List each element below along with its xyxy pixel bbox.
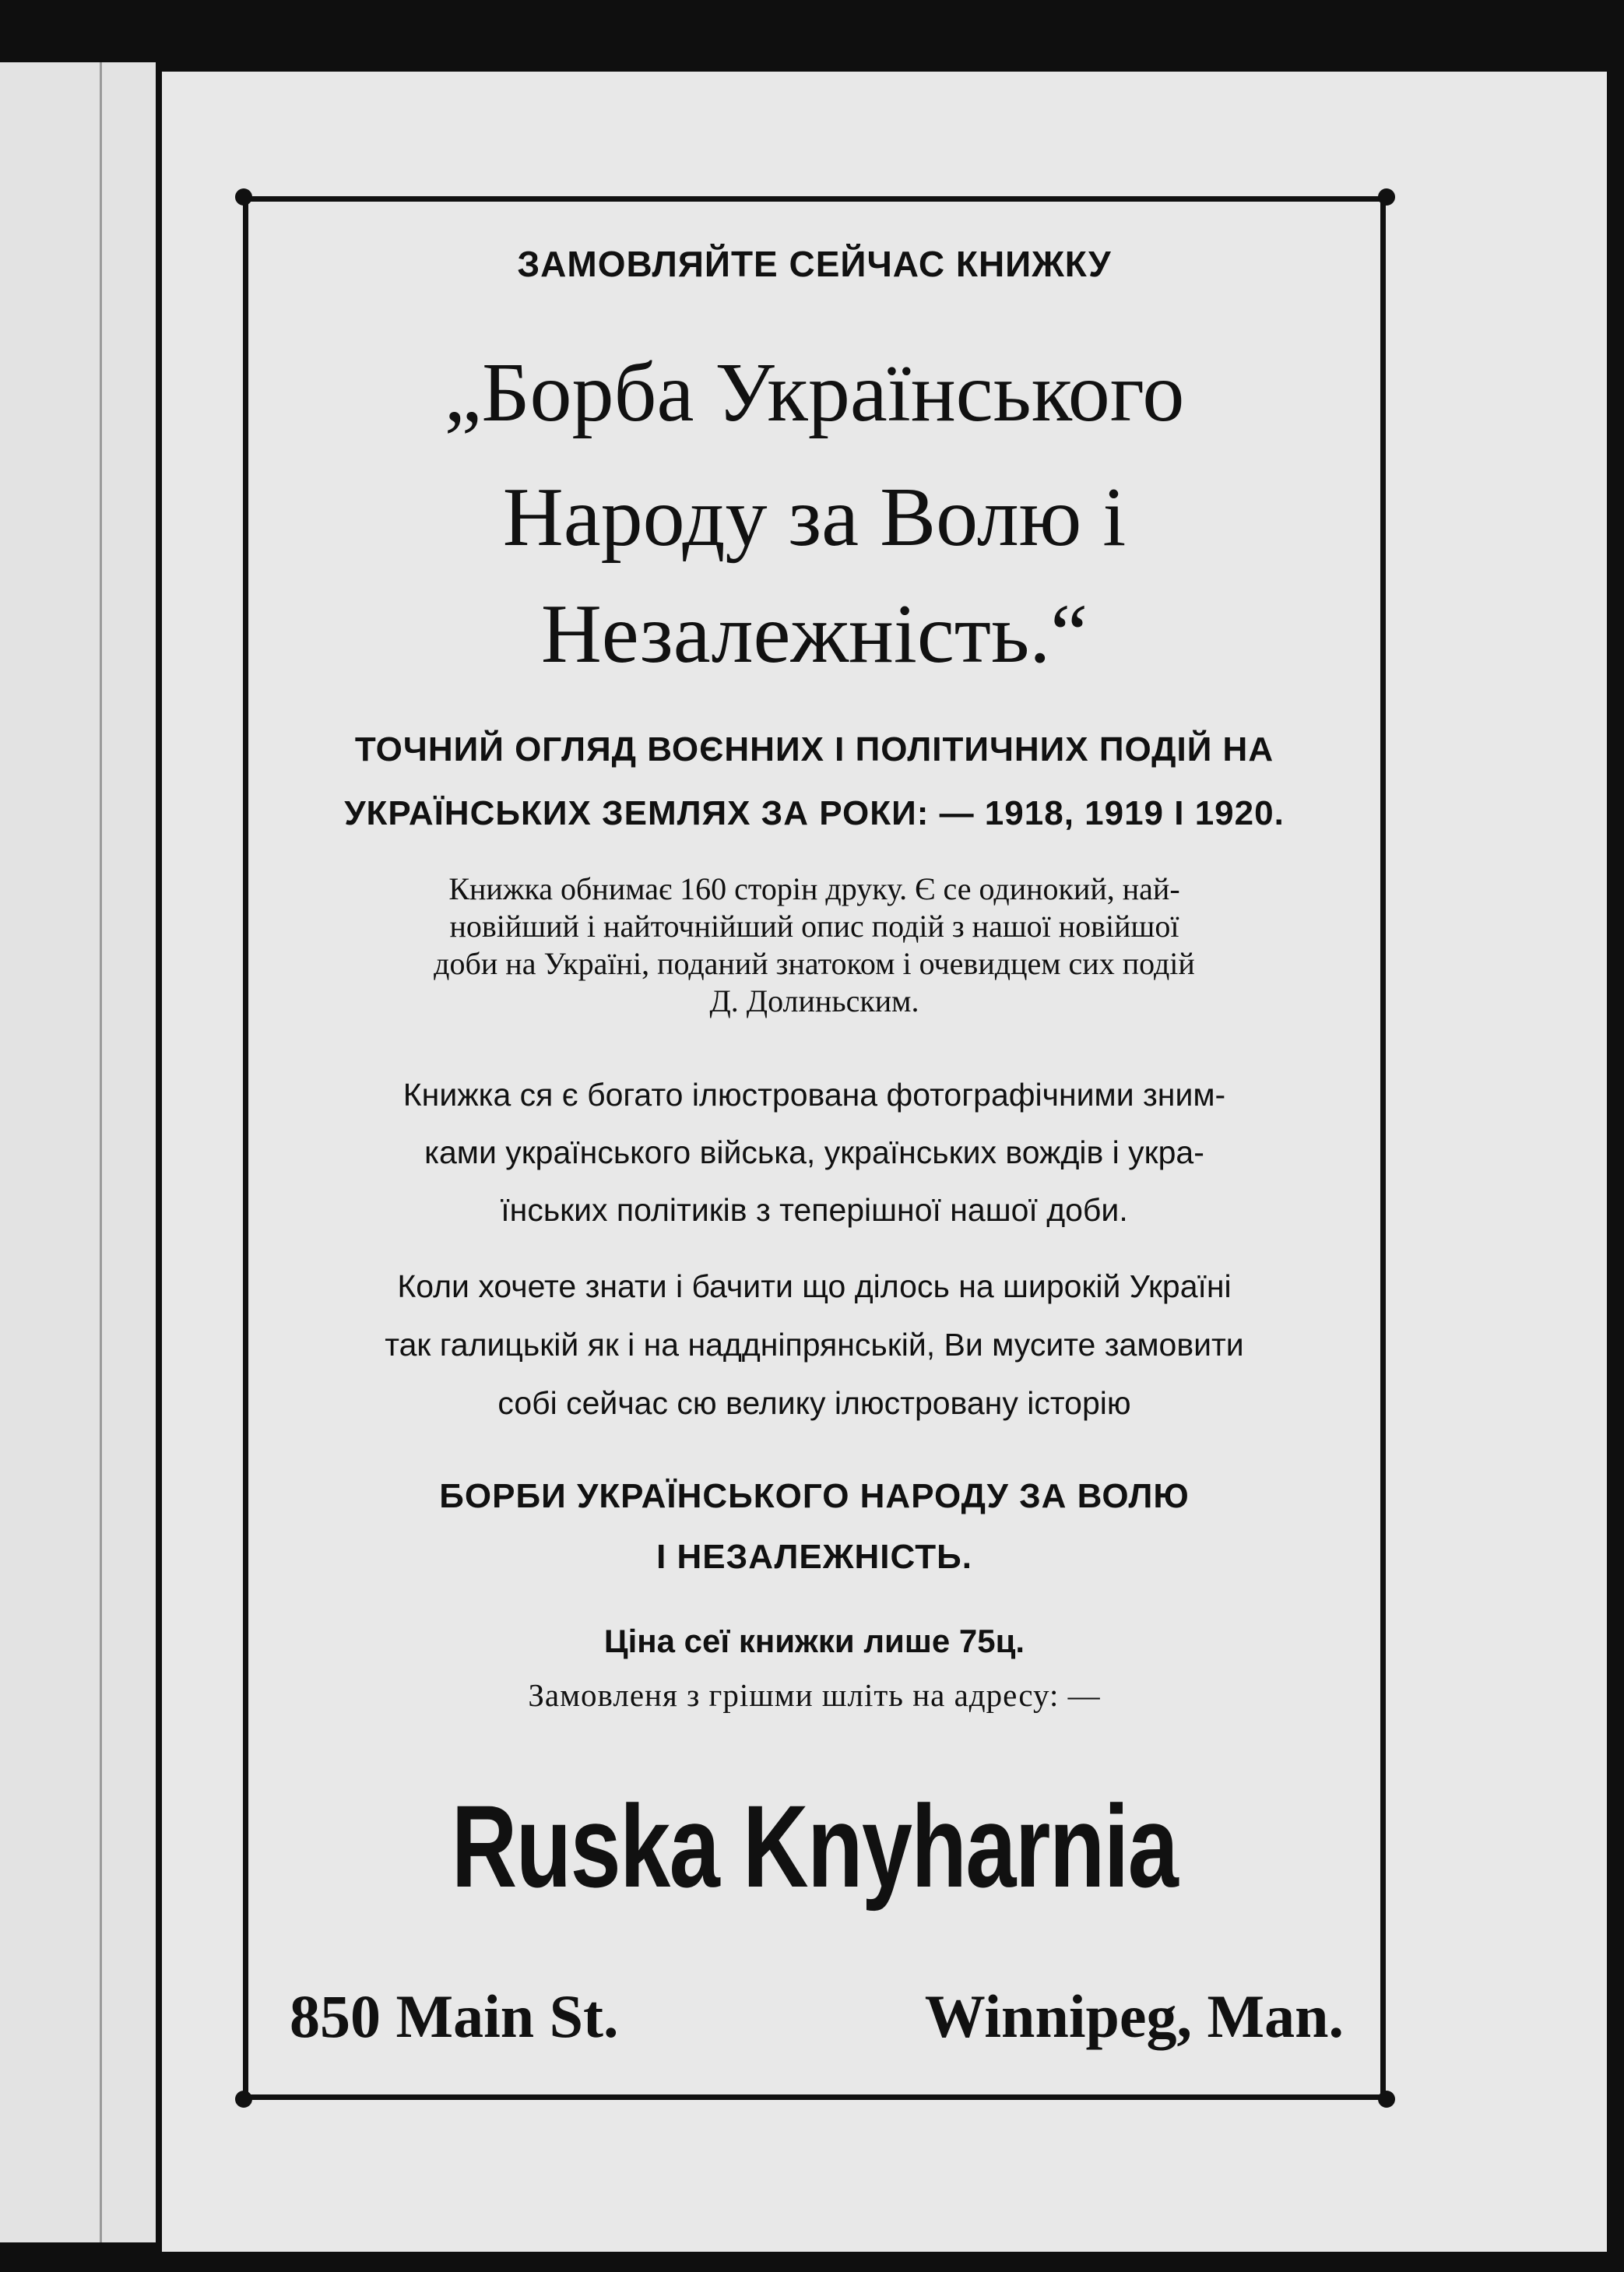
frame-corner-dot	[1378, 188, 1395, 206]
frame-corner-dot	[235, 2091, 252, 2108]
paragraph2-line: їнських політиків з теперішної нашої доби.	[501, 1192, 1128, 1228]
ad-subtitle-line: УКРАЇНСЬКИХ ЗЕМЛЯХ ЗА РОКИ: — 1918, 1919 І 1920.	[344, 794, 1285, 832]
paragraph1-line: новійший і найточнійший опис подій з нашої новійшої	[449, 909, 1179, 944]
shop-name: Ruska Knyharnia	[451, 1781, 1178, 1912]
paragraph1-line: доби на Україні, поданий знатоком і очевидцем сих подій	[434, 946, 1195, 981]
ad-title-line: Народу за Волю і	[502, 471, 1127, 564]
address-street: 850 Main St.	[290, 1982, 619, 2050]
ad-title-line: Незалежність.“	[540, 588, 1088, 681]
book-title-repeat-line: І НЕЗАЛЕЖНІСТЬ.	[656, 1538, 972, 1576]
paragraph3-line: собі сейчас сю велику ілюстровану історію	[497, 1385, 1131, 1421]
frame-corner-dot	[1378, 2091, 1395, 2108]
ad-kicker: ЗАМОВЛЯЙТЕ СЕЙЧАС КНИЖКУ	[517, 244, 1112, 284]
paragraph3-line: Коли хочете знати і бачити що ділось на широкій Україні	[397, 1268, 1232, 1304]
price-text: Ціна сеї книжки лише 75ц.	[603, 1623, 1025, 1659]
ad-title-line: „Борба Українського	[444, 346, 1185, 439]
page-fold-line	[100, 62, 102, 2242]
frame-corner-dot	[235, 188, 252, 206]
paragraph2-line: ками українського війська, українських вождів і укра-	[424, 1134, 1204, 1170]
paragraph3-line: так галицькій як і на наддніпрянській, Ви мусите замовити	[385, 1327, 1244, 1363]
book-title-repeat-line: БОРБИ УКРАЇНСЬКОГО НАРОДУ ЗА ВОЛЮ	[439, 1477, 1190, 1515]
paragraph1-line: Книжка обнимає 160 сторін друку. Є се одинокий, най-	[448, 871, 1180, 906]
order-instructions: Замовленя з грішми шліть на адресу: —	[528, 1677, 1101, 1713]
paragraph1-line: Д. Долиньским.	[709, 983, 919, 1018]
ad-subtitle-line: ТОЧНИЙ ОГЛЯД ВОЄННИХ І ПОЛІТИЧНИХ ПОДІЙ НА	[354, 730, 1274, 768]
address-city: Winnipeg, Man.	[924, 1982, 1344, 2050]
paragraph2-line: Книжка ся є богато ілюстрована фотографічними зним-	[402, 1077, 1226, 1113]
adjacent-page-edge	[0, 62, 156, 2242]
